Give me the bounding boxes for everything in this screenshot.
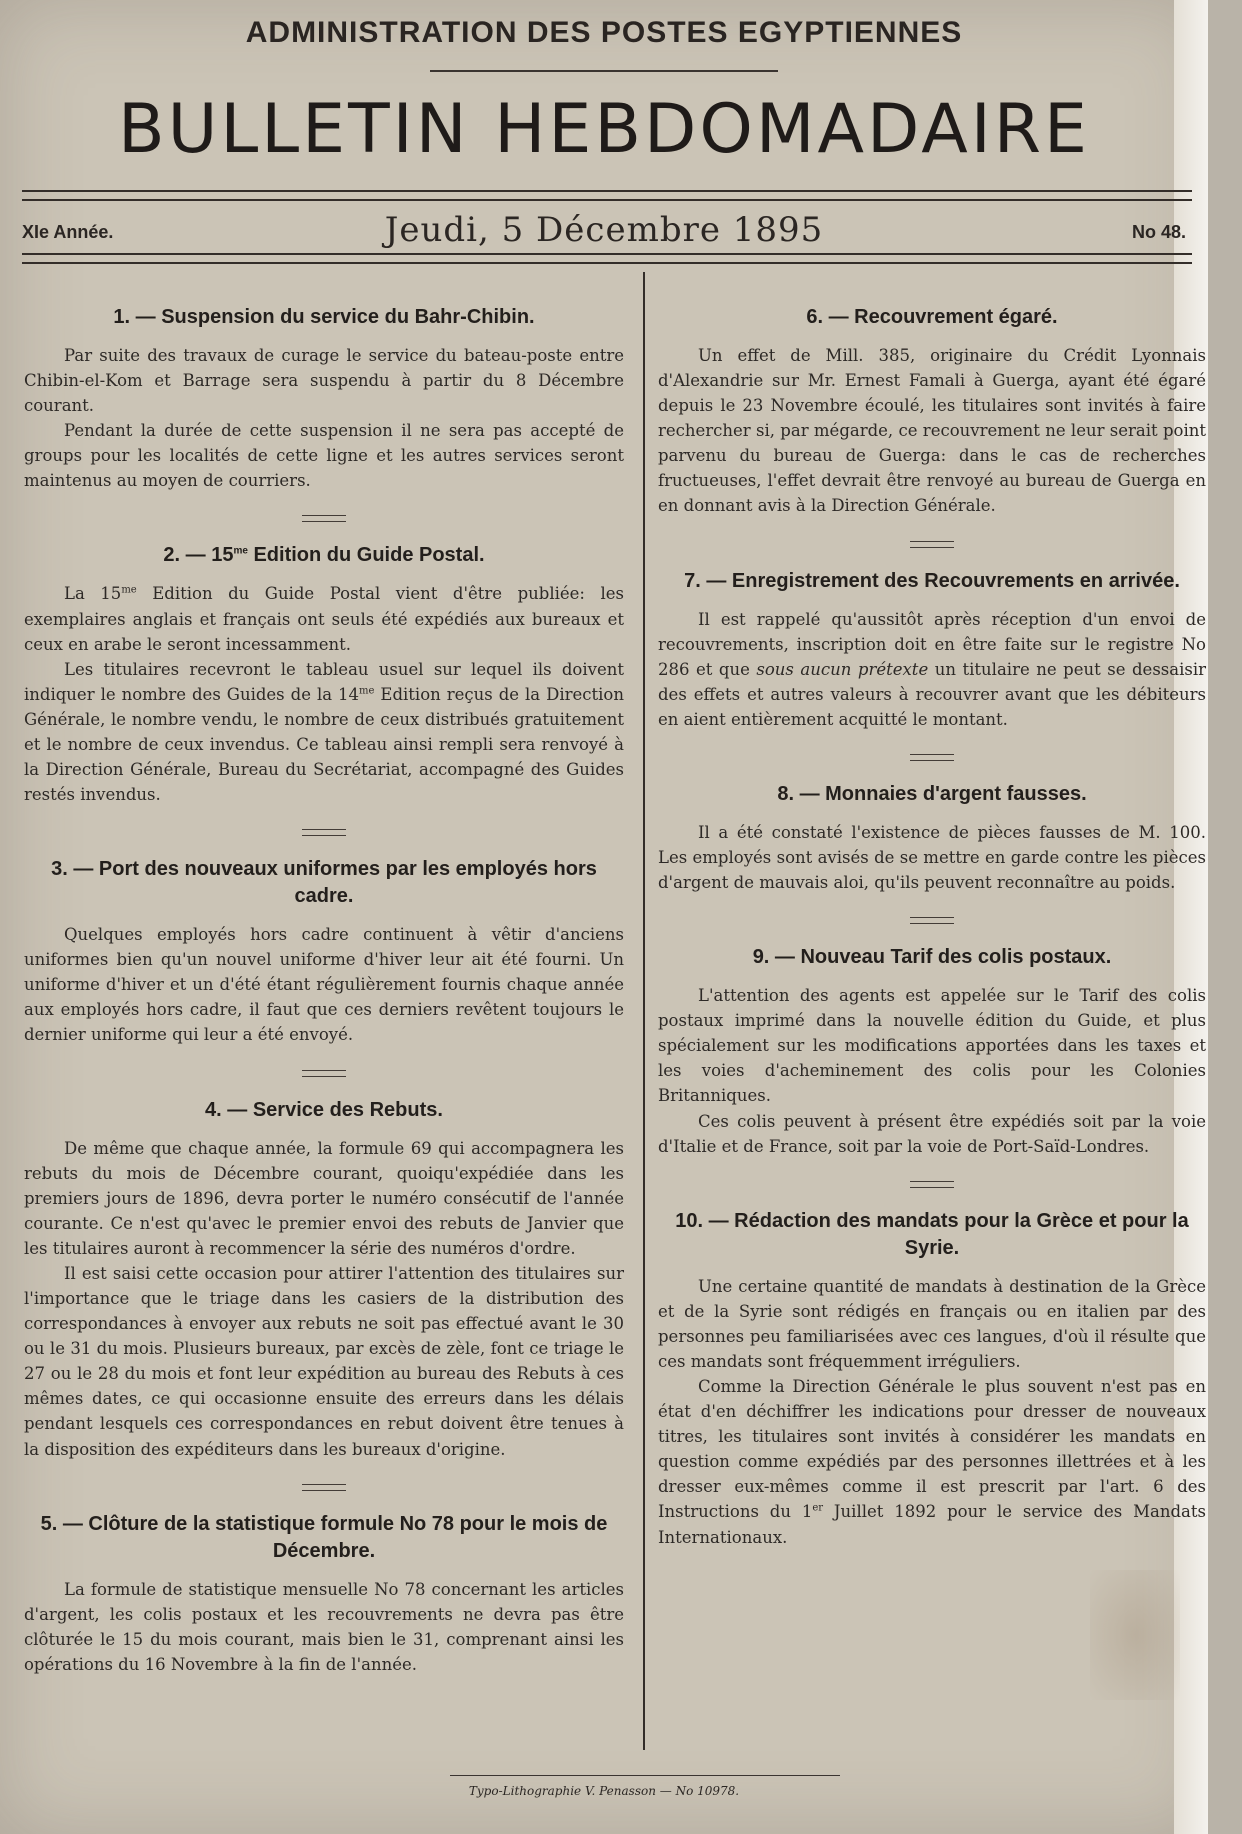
section-separator xyxy=(302,1070,346,1077)
title-text: Edition du Guide Postal. xyxy=(247,544,485,567)
article-1 xyxy=(24,304,624,493)
administration-heading: ADMINISTRATION DES POSTES EGYPTIENNES xyxy=(245,16,963,49)
title-superscript: me xyxy=(233,545,248,557)
text-run: Les titulaires recevront le tableau usuel sur lequel ils doivent indiquer le nombre des Guides de la 14 xyxy=(24,659,624,704)
article-paragraph xyxy=(658,1374,1206,1550)
title-text: 2. — 15 xyxy=(163,544,234,567)
superscript: me xyxy=(121,584,137,596)
article-paragraph: Ces colis peuvent à présent être expédiés soit par la voie d'Italie et de France, soit par la voie de Port-Saïd-Londres. xyxy=(658,1111,1206,1156)
article-title: 8. — Monnaies d'argent fausses. xyxy=(777,782,1087,805)
article-title: 4. — Service des Rebuts. xyxy=(205,1098,443,1121)
article-2 xyxy=(24,542,624,807)
article-paragraph xyxy=(24,581,624,656)
section-separator xyxy=(302,515,346,522)
article-paragraph: De même que chaque année, la formule 69 qui accompagnera les rebuts du mois de Décembre courant, quoiqu'expédiée dans les premiers jours de 1896, devra porter le numéro consécutif de l'année courante. Ce n'est qu'avec le premier envoi des rebuts de Janvier que les titulaires auront à recommencer la série des numéros d'ordre. xyxy=(24,1138,624,1258)
masthead-rule-bottom xyxy=(22,253,1192,264)
printer-imprint: Typo-Lithographie V. Penasson — No 10978. xyxy=(468,1784,740,1798)
section-separator xyxy=(910,754,954,761)
text-run: Il est rappelé qu'aussitôt après réception d'un envoi de recouvrements, inscription doit en être faite sur le registre No 286 et que xyxy=(658,609,1206,679)
article-paragraph: Par suite des travaux de curage le service du bateau-poste entre Chibin-el-Kom et Barrage sera suspendu à partir du 8 Décembre courant. xyxy=(24,346,624,416)
section-separator xyxy=(302,1484,346,1491)
paper-stain xyxy=(1090,1570,1180,1700)
article-paragraph xyxy=(24,657,624,807)
article-4 xyxy=(24,1097,624,1462)
column-divider xyxy=(643,272,645,1750)
article-paragraph: Pendant la durée de cette suspension il ne sera pas accepté de groups pour les localités de cette ligne et les autres services seront maintenus au moyen de courriers. xyxy=(24,421,624,491)
article-9 xyxy=(658,944,1206,1159)
right-column xyxy=(658,290,1206,1550)
article-paragraph: La formule de statistique mensuelle No 78 concernant les articles d'argent, les colis postaux et les recouvrements ne devra pas être clôturée le 15 du mois courant, mais bien le 31, comprenant ainsi les opérations du 16 Novembre à la fin de l'année. xyxy=(24,1579,624,1674)
emphasis-text: sous aucun prétexte xyxy=(756,659,929,679)
section-separator xyxy=(910,541,954,548)
article-title: 10. — Rédaction des mandats pour la Grèce et pour la Syrie. xyxy=(675,1209,1189,1259)
article-title: 9. — Nouveau Tarif des colis postaux. xyxy=(752,946,1112,969)
article-6 xyxy=(658,304,1206,519)
footer-rule xyxy=(450,1775,840,1776)
article-paragraph: Il a été constaté l'existence de pièces fausses de M. 100. Les employés sont avisés de se mettre en garde contre les pièces d'argent de mauvais aloi, qu'ils peuvent reconnaître au poids. xyxy=(658,822,1206,893)
annee-label: XIe Année. xyxy=(22,222,114,242)
masthead-rule-top xyxy=(22,190,1192,201)
article-title xyxy=(24,542,624,569)
article-paragraph: Il est saisi cette occasion pour attirer l'attention des titulaires sur l'importance que le triage dans les casiers de la distribution des correspondances à envoyer aux rebuts ne soit pas effectué avant le 30 ou le 31 du mois. Plusieurs bureaux, par excès de zèle, font ce triage le 27 ou le 28 du mois et font leur expédition au bureau des Rebuts à ces mêmes dates, ce qui occasionne ensuite des erreurs dans les délais pendant lesquels ces correspondances en rebut doivent être tenues à la disposition des expéditeurs dans les bureaux d'origine. xyxy=(24,1263,624,1459)
text-run: Edition reçus de la Direction Générale, le nombre vendu, le nombre de ceux distribués gratuitement et le nombre de ceux invendus. Ce tableau ainsi rempli sera renvoyé à la Direction Générale, Bureau du Secrétariat, accompagné des Guides restés invendus. xyxy=(24,684,624,805)
article-paragraph: L'attention des agents est appelée sur le Tarif des colis postaux imprimé dans la nouvelle édition du Guide, et plus spécialement sur les modifications apportées dans les taxes et les voies d'acheminement des colis pour les Colonies Britanniques. xyxy=(658,986,1206,1106)
bulletin-title: BULLETIN HEBDOMADAIRE xyxy=(117,90,1090,169)
superscript: er xyxy=(812,1502,824,1514)
superscript: me xyxy=(359,685,375,697)
article-paragraph: Quelques employés hors cadre continuent à vêtir d'anciens uniformes bien qu'un nouvel uniforme d'hiver leur ait été fourni. Un uniforme d'hiver et un d'été étant régulièrement fournis chaque année aux employés hors cadre, il faut que ces derniers revêtent toujours le dernier uniforme qui leur a été envoyé. xyxy=(24,925,624,1045)
article-3 xyxy=(24,856,624,1047)
article-paragraph xyxy=(658,607,1206,732)
article-paragraph: Un effet de Mill. 385, originaire du Crédit Lyonnais d'Alexandrie sur Mr. Ernest Famali à Guerga, ayant été égaré depuis le 23 Novembre écoulé, les titulaires sont invités à faire rechercher si, par mégarde, ce recouvrement ne leur serait point parvenu du bureau de Guerga: dans le cas de recherches fructueuses, l'effet devrait être renvoyé au bureau de Guerga en en donnant avis à la Direction Générale. xyxy=(658,346,1206,516)
text-run: Comme la Direction Générale le plus souvent n'est pas en état d'en déchiffrer les indications pour dresser de nouveaux titres, les titulaires sont invités à considérer les mandats en question comme expédiés par des personnes illettrées et à les dresser eux-mêmes comme il est prescrit par l'art. 6 des Instructions du 1 xyxy=(658,1377,1206,1522)
article-title: 1. — Suspension du service du Bahr-Chibin. xyxy=(113,306,535,328)
section-separator xyxy=(910,1181,954,1188)
article-paragraph: Une certaine quantité de mandats à destination de la Grèce et de la Syrie sont rédigés en français ou en italien par des personnes peu familiarisées avec ces langues, d'où il résulte que ces mandats sont fréquemment irréguliers. xyxy=(658,1276,1206,1371)
article-title: 6. — Recouvrement égaré. xyxy=(806,306,1058,328)
text-run: La 15 xyxy=(64,584,122,604)
text-run: un titulaire ne peut se dessaisir des effets et autres valeurs à recouvrer avant que les débiteurs en aient entièrement acquitté le montant. xyxy=(658,659,1207,729)
text-run: Edition du Guide Postal vient d'être publiée: les exemplaires anglais et français ont seuls été expédiés aux bureaux et ceux en arabe le seront incessamment. xyxy=(24,584,624,654)
text-run: Juillet 1892 pour le service des Mandats Internationaux. xyxy=(658,1502,1206,1547)
section-separator xyxy=(302,829,346,836)
issue-number: No 48. xyxy=(1131,222,1186,242)
article-8 xyxy=(658,781,1206,895)
article-title: 3. — Port des nouveaux uniformes par les employés hors cadre. xyxy=(51,858,597,908)
article-title: 7. — Enregistrement des Recouvrements en arrivée. xyxy=(684,569,1180,592)
header-divider xyxy=(430,70,778,72)
section-separator xyxy=(910,917,954,924)
article-5 xyxy=(24,1511,624,1677)
article-title: 5. — Clôture de la statistique formule No 78 pour le mois de Décembre. xyxy=(40,1512,608,1562)
article-10 xyxy=(658,1208,1206,1550)
issue-date: Jeudi, 5 Décembre 1895 xyxy=(384,210,824,250)
article-7 xyxy=(658,568,1206,732)
left-column xyxy=(24,290,624,1677)
